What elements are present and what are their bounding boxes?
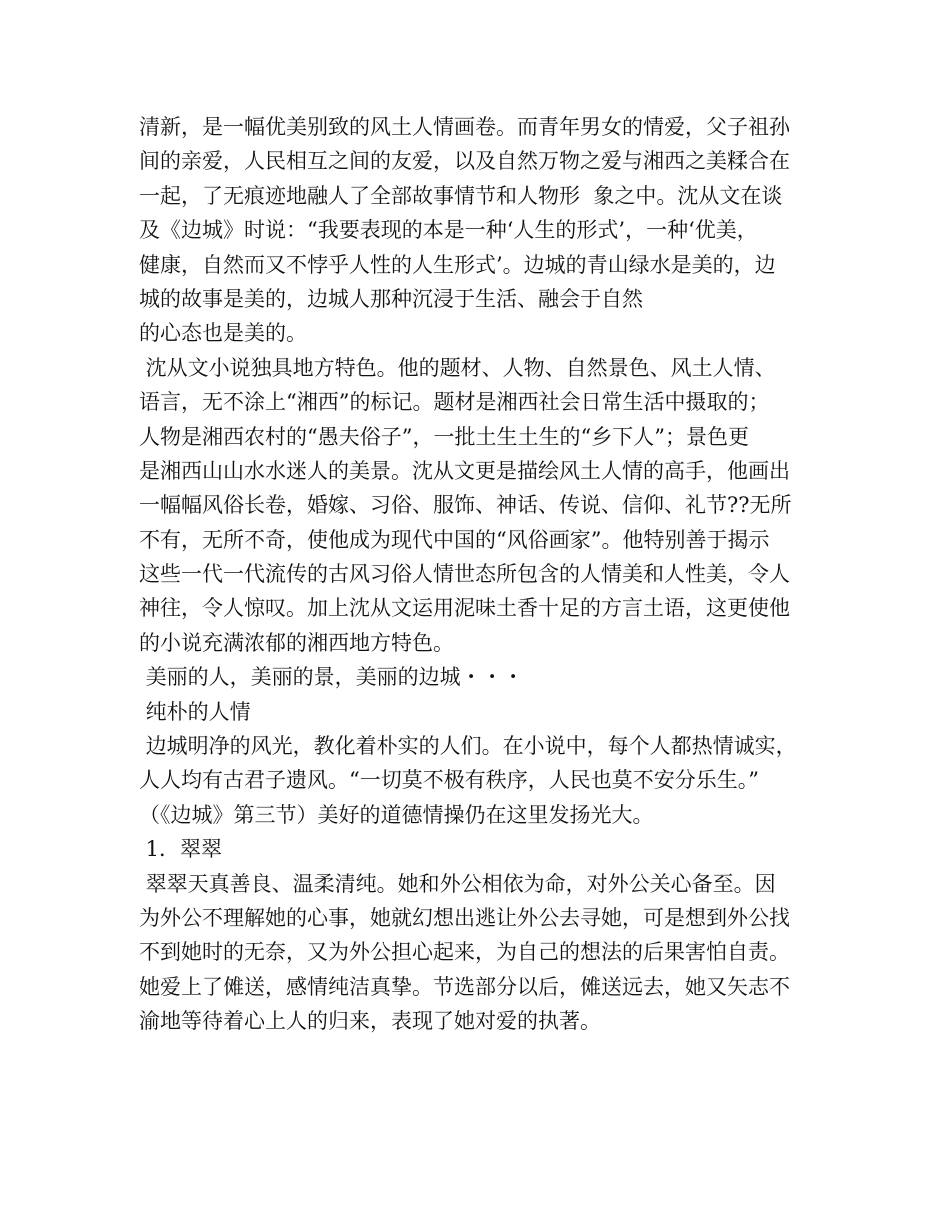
text-line: 神往，令人惊叹。加上沈从文运用泥味土香十足的方言土语，这更使他	[139, 596, 790, 621]
text-line: 一幅幅风俗长卷，婚嫁、习俗、服饰、神话、传说、信仰、礼节??无所	[139, 493, 792, 518]
paragraph-start: 沈从文小说独具地方特色。他的题材、人物、自然景色、风土人情、	[139, 355, 776, 380]
text-line: 她爱上了傩送，感情纯洁真挚。节选部分以后，傩送远去，她又矢志不	[139, 974, 790, 999]
section-subtitle: 美丽的人，美丽的景，美丽的边城・・・	[139, 665, 524, 690]
text-line: 及《边城》时说：“我要表现的本是一种‘人生的形式’，一种‘优美，	[139, 218, 758, 243]
text-line: 的心态也是美的。	[139, 321, 307, 346]
text-line: 是湘西山山水水迷人的美景。沈从文更是描绘风土人情的高手，他画出	[139, 458, 790, 483]
text-line: 城的故事是美的，边城人那种沉浸于生活、融会于自然	[139, 286, 643, 311]
paragraph-start: 边城明净的风光，教化着朴实的人们。在小说中，每个人都热情诚实，	[139, 734, 797, 759]
text-line: 渝地等待着心上人的归来，表现了她对爱的执著。	[139, 1009, 601, 1034]
text-line: 不有，无所不奇，使他成为现代中国的“风俗画家”。他特别善于揭示	[139, 527, 770, 552]
body-text	[139, 110, 829, 1039]
section-heading: 纯朴的人情	[139, 699, 251, 724]
text-line: 这些一代一代流传的古风习俗人情世态所包含的人情美和人性美，令人	[139, 562, 790, 587]
text-line: （《边城》第三节）美好的道德情操仍在这里发扬光大。	[139, 802, 654, 827]
text-line: 为外公不理解她的心事，她就幻想出逃让外公去寻她，可是想到外公找	[139, 905, 790, 930]
text-line: 不到她时的无奈，又为外公担心起来，为自己的想法的后果害怕自责。	[139, 940, 790, 965]
text-line: 人物是湘西农村的“愚夫俗子”，一批土生土生的“乡下人”；景色更	[139, 424, 749, 449]
text-line: 间的亲爱，人民相互之间的友爱，以及自然万物之爱与湘西之美糅合在	[139, 149, 790, 174]
paragraph-start: 翠翠天真善良、温柔清纯。她和外公相依为命，对外公关心备至。因	[139, 871, 776, 896]
text-line: 一起，了无痕迹地融人了全部故事情节和人物形 象之中。沈从文在谈	[139, 183, 783, 208]
numbered-heading: 1．翠翠	[139, 837, 223, 862]
text-line: 语言，无不涂上“湘西”的标记。题材是湘西社会日常生活中摄取的；	[139, 390, 770, 415]
text-line: 健康，自然而又不悖乎人性的人生形式’。边城的青山绿水是美的，边	[139, 252, 776, 277]
text-line: 人人均有古君子遗风。“一切莫不极有秩序，人民也莫不安分乐生。”	[139, 768, 759, 793]
text-line: 清新，是一幅优美别致的风土人情画卷。而青年男女的情爱，父子祖孙	[139, 115, 790, 139]
text-line: 的小说充满浓郁的湘西地方特色。	[139, 630, 454, 655]
